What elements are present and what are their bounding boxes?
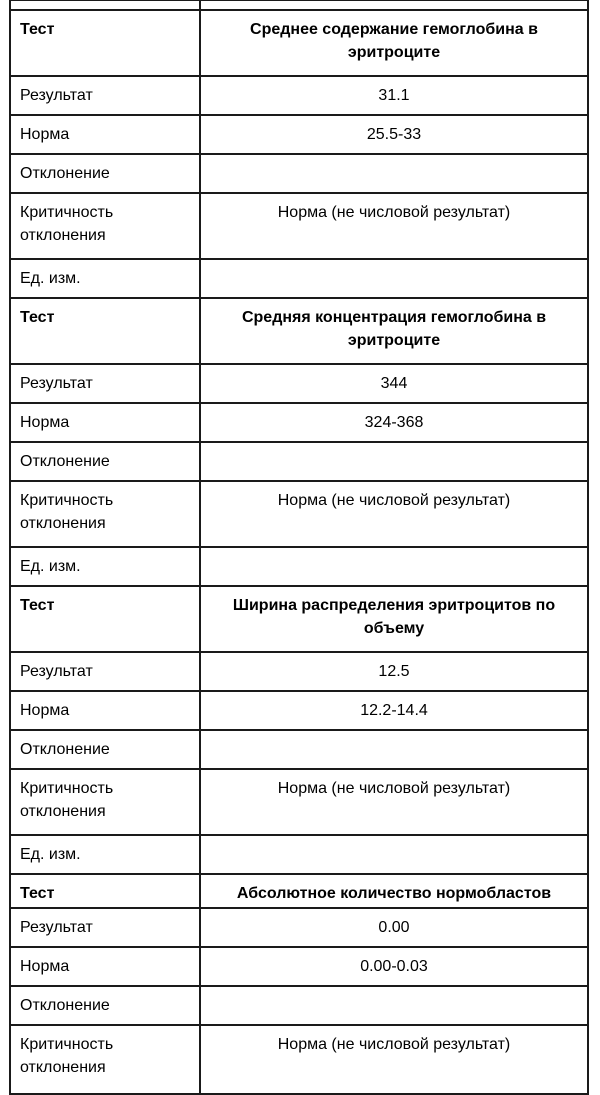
norm-value: 25.5-33 [200, 115, 588, 154]
criticality-label: Критичность отклонения [10, 193, 200, 259]
criticality-label: Критичность отклонения [10, 1025, 200, 1094]
norm-label: Норма [10, 947, 200, 986]
criticality-value: Норма (не числовой результат) [200, 1025, 588, 1094]
criticality-label: Критичность отклонения [10, 481, 200, 547]
result-row [10, 364, 588, 403]
unit-row [10, 259, 588, 298]
test-name: Средняя концентрация гемоглобина в эритроците [200, 298, 588, 364]
criticality-row [10, 481, 588, 547]
criticality-row [10, 1025, 588, 1094]
test-label: Тест [10, 874, 200, 908]
result-value: 12.5 [200, 652, 588, 691]
test-name: Абсолютное количество нормобластов [200, 874, 588, 908]
test-name: Среднее содержание гемоглобина в эритроците [200, 10, 588, 76]
result-label: Результат [10, 908, 200, 947]
unit-label: Ед. изм. [10, 259, 200, 298]
unit-row [10, 547, 588, 586]
unit-value [200, 259, 588, 298]
deviation-row [10, 442, 588, 481]
unit-row [10, 835, 588, 874]
result-row [10, 76, 588, 115]
deviation-label: Отклонение [10, 442, 200, 481]
result-value: 344 [200, 364, 588, 403]
deviation-value [200, 986, 588, 1025]
result-row [10, 908, 588, 947]
test-name: Ширина распределения эритроцитов по объему [200, 586, 588, 652]
norm-value: 12.2-14.4 [200, 691, 588, 730]
unit-value [200, 835, 588, 874]
test-header-row [10, 586, 588, 652]
test-header-row [10, 874, 588, 908]
test-label: Тест [10, 586, 200, 652]
deviation-label: Отклонение [10, 154, 200, 193]
continued-label-cell [10, 0, 200, 10]
test-label: Тест [10, 298, 200, 364]
criticality-value: Норма (не числовой результат) [200, 193, 588, 259]
result-value: 31.1 [200, 76, 588, 115]
norm-row [10, 947, 588, 986]
unit-label: Ед. изм. [10, 835, 200, 874]
deviation-value [200, 154, 588, 193]
unit-label: Ед. изм. [10, 547, 200, 586]
test-label: Тест [10, 10, 200, 76]
norm-label: Норма [10, 115, 200, 154]
deviation-label: Отклонение [10, 730, 200, 769]
deviation-value [200, 730, 588, 769]
norm-row [10, 115, 588, 154]
norm-label: Норма [10, 403, 200, 442]
criticality-value: Норма (не числовой результат) [200, 481, 588, 547]
test-header-row [10, 298, 588, 364]
norm-value: 324-368 [200, 403, 588, 442]
criticality-row [10, 193, 588, 259]
continued-value-cell [200, 0, 588, 10]
criticality-label: Критичность отклонения [10, 769, 200, 835]
table-row-continued [10, 0, 588, 10]
norm-row [10, 691, 588, 730]
lab-results-table [9, 0, 589, 1095]
result-label: Результат [10, 652, 200, 691]
result-value: 0.00 [200, 908, 588, 947]
result-label: Результат [10, 364, 200, 403]
norm-row [10, 403, 588, 442]
result-row [10, 652, 588, 691]
test-header-row [10, 10, 588, 76]
criticality-row [10, 769, 588, 835]
deviation-value [200, 442, 588, 481]
criticality-value: Норма (не числовой результат) [200, 769, 588, 835]
unit-value [200, 547, 588, 586]
deviation-label: Отклонение [10, 986, 200, 1025]
result-label: Результат [10, 76, 200, 115]
norm-label: Норма [10, 691, 200, 730]
deviation-row [10, 730, 588, 769]
deviation-row [10, 154, 588, 193]
norm-value: 0.00-0.03 [200, 947, 588, 986]
deviation-row [10, 986, 588, 1025]
